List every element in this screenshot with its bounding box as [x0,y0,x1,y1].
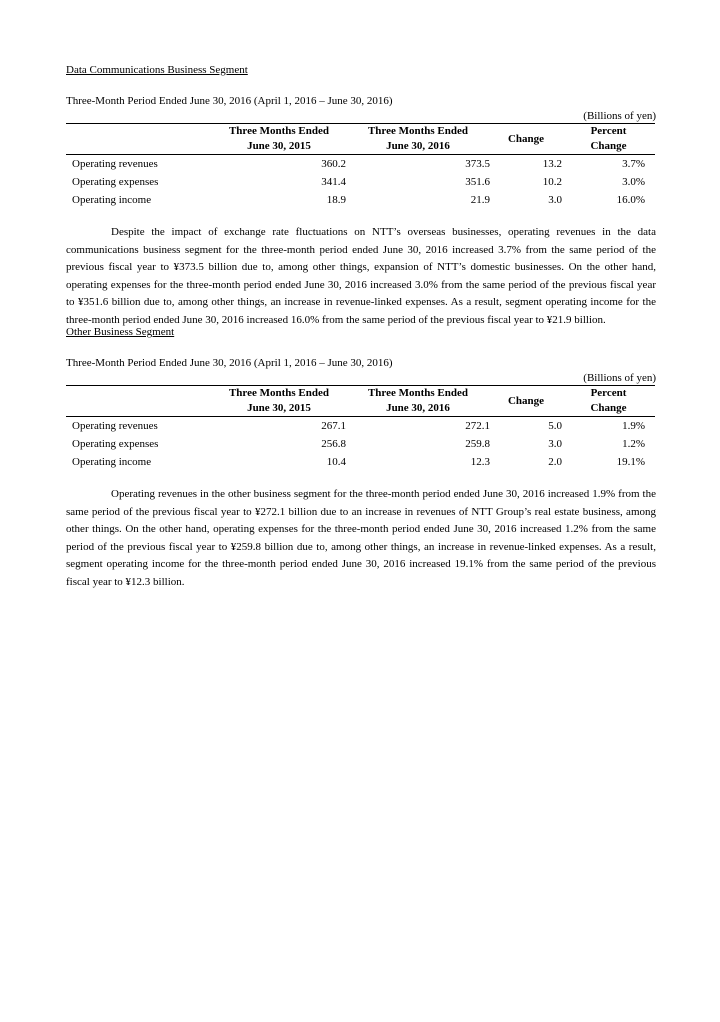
row-label: Operating revenues [72,420,158,432]
value-2016: 351.6 [465,176,490,188]
table-row [66,155,655,174]
value-2016: 272.1 [465,420,490,432]
header-2016: Three Months Ended June 30, 2016 [367,125,469,152]
table-header-row [66,124,655,155]
value-2015: 18.9 [326,194,346,206]
table-row [66,417,655,436]
value-percent: 16.0% [616,194,645,206]
value-percent: 3.0% [622,176,645,188]
header-2016: Three Months Ended June 30, 2016 [367,387,469,414]
value-2016: 21.9 [470,194,490,206]
unit-label: (Billions of yen) [583,372,656,384]
row-label: Operating income [72,456,152,468]
row-label: Operating expenses [72,176,159,188]
value-2016: 259.8 [465,438,490,450]
header-percent-change: Percent Change [590,125,627,152]
header-2015: Three Months Ended June 30, 2015 [228,125,330,152]
row-label: Operating income [72,194,152,206]
header-blank [66,386,212,417]
header-percent-change: Percent Change [590,387,627,414]
header-change: Change [507,394,545,407]
table-header-row [66,386,655,417]
value-percent: 1.2% [622,438,645,450]
value-percent: 1.9% [622,420,645,432]
table-row [66,435,655,453]
period-label: Three-Month Period Ended June 30, 2016 (April 1, 2016 – June 30, 2016) [66,95,393,107]
row-label: Operating expenses [72,438,159,450]
value-change: 10.2 [542,176,562,188]
value-2015: 341.4 [321,176,346,188]
value-2016: 373.5 [465,158,490,170]
value-change: 2.0 [548,456,562,468]
table-row [66,453,655,471]
value-2016: 12.3 [470,456,490,468]
table-row [66,173,655,191]
header-blank [66,124,212,155]
period-label: Three-Month Period Ended June 30, 2016 (April 1, 2016 – June 30, 2016) [66,357,393,369]
row-label: Operating revenues [72,158,158,170]
value-change: 5.0 [548,420,562,432]
value-percent: 19.1% [616,456,645,468]
section-heading: Data Communications Business Segment [66,64,248,76]
value-change: 13.2 [542,158,562,170]
value-percent: 3.7% [622,158,645,170]
section-other-business [66,325,656,592]
value-change: 3.0 [548,194,562,206]
value-2015: 267.1 [321,420,346,432]
section-data-communications [66,63,656,330]
header-change: Change [507,132,545,145]
header-2015: Three Months Ended June 30, 2015 [228,387,330,414]
table-row [66,191,655,209]
unit-label: (Billions of yen) [583,110,656,122]
value-2015: 256.8 [321,438,346,450]
value-change: 3.0 [548,438,562,450]
segment-table [66,123,655,209]
segment-table [66,385,655,471]
value-2015: 360.2 [321,158,346,170]
segment-paragraph: Operating revenues in the other business segment for the three-month period ended June 30, 2016 increased 1.9% from the same period of the previous fiscal year to ¥272.1 billion due to an increase in revenues of NTT Group’s real estate business, among other things. On the other hand, operating expenses for the three-month period ended June 30, 2016 increased 1.2% from the same period of the previous fiscal year to ¥259.8 billion due to, among other things, an increase in revenue-linked expenses. As a result, segment operating income for the three-month period ended June 30, 2016 increased 19.1% from the same period of the previous fiscal year to ¥12.3 billion. [66,488,656,588]
segment-paragraph: Despite the impact of exchange rate fluctuations on NTT’s overseas businesses, operating revenues in the data communications business segment for the three-month period ended June 30, 2016 increased 3.7% from the same period of the previous fiscal year to ¥373.5 billion due to, among other things, expansion of NTT’s domestic businesses. On the other hand, operating expenses for the three-month period ended June 30, 2016 increased 3.0% from the same period of the previous fiscal year to ¥351.6 billion due to, among other things, an increase in revenue-linked expenses. As a result, segment operating income for the three-month period ended June 30, 2016 increased 16.0% from the same period of the previous fiscal year to ¥21.9 billion. [66,226,656,326]
section-heading: Other Business Segment [66,326,175,338]
value-2015: 10.4 [326,456,346,468]
